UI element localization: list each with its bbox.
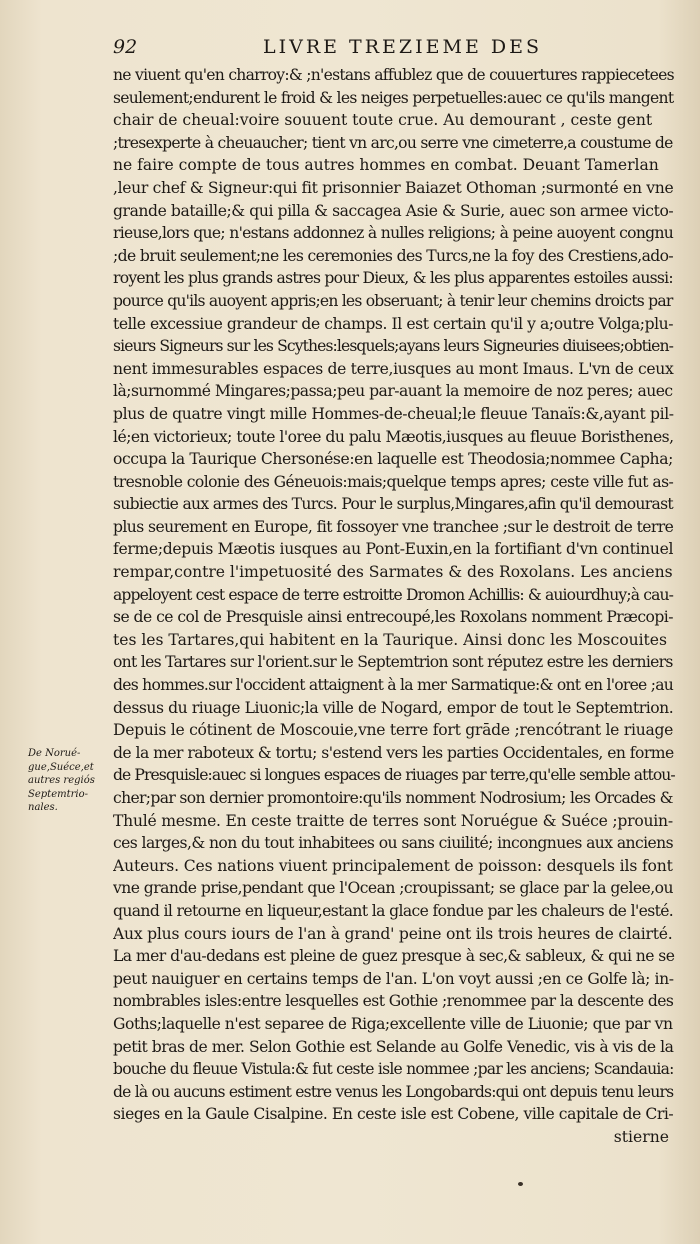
marginal-note-line: De Norué-	[28, 748, 81, 759]
text-line: Aux plus cours iours de l'an à grand' peine ont ils trois heures de clairté.	[113, 924, 673, 943]
text-line: des hommes.sur l'occident attaignent à la mer Sarmatique:& ont en l'oree ;au	[113, 676, 674, 695]
ink-spot	[518, 1182, 523, 1186]
marginal-note	[28, 747, 108, 815]
text-line: royent les plus grands astres pour Dieux, & les plus apparentes estoiles aussi:	[113, 269, 673, 288]
text-line: sieurs Signeurs sur les Scythes:lesquels;ayans leurs Signeuries diuisees;obtien-	[113, 337, 673, 356]
text-line: de la mer raboteux & tortu; s'estend vers les parties Occidentales, en forme	[113, 743, 674, 762]
text-line: vne grande prise,pendant que l'Ocean ;croupissant; se glace par la gelee,ou	[113, 879, 673, 898]
text-line: ferme;depuis Mæotis iusques au Pont-Euxin,en la fortifiant d'vn continuel	[113, 540, 674, 559]
marginal-note-line: Septemtrio-	[28, 788, 88, 800]
text-line: de Presquisle:auec si longues espaces de riuages par terre,qu'elle semble attou-	[113, 766, 675, 785]
text-line: Auteurs. Ces nations viuent principalement de poisson: desquels ils font	[113, 856, 673, 875]
text-line: ne faire compte de tous autres hommes en combat. Deuant Tamerlan	[113, 156, 659, 175]
text-line: rieuse,lors que; n'estans addonnez à nulles religions; à peine auoyent congnu	[113, 224, 674, 243]
page-number: 92	[113, 36, 138, 58]
text-line: se de ce col de Presquisle ainsi entrecoupé,les Roxolans nomment Præcopi-	[113, 608, 673, 627]
text-line: plus de quatre vingt mille Hommes-de-cheual;le fleuue Tanaïs:&,ayant pil-	[113, 404, 674, 423]
text-line: La mer d'au-dedans est pleine de guez presque à sec,& sableux, & qui ne se	[113, 947, 675, 966]
text-line: là;surnommé Mingares;passa;peu par-auant la memoire de noz peres; auec	[113, 382, 673, 401]
text-line: ;de bruit seulement;ne les ceremonies des Turcs,ne la foy des Crestiens,ado-	[113, 246, 673, 265]
text-line: ces larges,& non du tout inhabitees ou sans ciuilité; incongnues aux anciens	[113, 834, 674, 853]
marginal-note-line: autres regiós	[28, 775, 95, 786]
text-line: plus seurement en Europe, fit fossoyer vne tranchee ;sur le destroit de terre	[113, 517, 674, 536]
text-line: occupa la Taurique Chersonése:en laquelle est Theodosia;nommee Capha;	[113, 450, 673, 469]
body-text	[113, 64, 675, 1149]
text-line: rempar,contre l'impetuosité des Sarmates & des Roxolans. Les anciens	[113, 563, 673, 582]
marginal-note-line: nales.	[28, 802, 58, 813]
text-line: grande bataille;& qui pilla & saccagea Asie & Surie, auec son armee victo-	[113, 201, 674, 220]
text-line: appeloyent cest espace de terre estroitte Dromon Achillis: & auiourdhuy;à cau-	[113, 585, 674, 604]
text-line: telle excessiue grandeur de champs. Il est certain qu'il y a;outre Volga;plu-	[113, 314, 674, 333]
text-line: peut nauiguer en certains temps de l'an. L'on voyt aussi ;en ce Golfe là; in-	[113, 969, 674, 988]
marginal-note-line: gue,Suéce,et	[28, 761, 94, 773]
text-line: nent immesurables espaces de terre,iusques au mont Imaus. L'vn de ceux	[113, 359, 674, 378]
text-line: cher;par son dernier promontoire:qu'ils nomment Nodrosium; les Orcades &	[113, 789, 673, 807]
text-line: Depuis le cótinent de Moscouie,vne terre fort grāde ;rencótrant le riuage	[113, 721, 674, 740]
text-line: ,leur chef & Signeur:qui fit prisonnier Baiazet Othoman ;surmonté en vne	[113, 178, 674, 197]
running-head	[113, 36, 673, 62]
text-line: lé;en victorieux; toute l'oree du palu Mæotis,iusques au fleuue Boristhenes,	[113, 427, 674, 446]
text-line: subiectie aux armes des Turcs. Pour le surplus,Mingares,afin qu'il demourast	[113, 495, 673, 514]
text-line: sieges en la Gaule Cisalpine. En ceste isle est Cobene, ville capitale de Cri-	[113, 1105, 674, 1124]
text-line: chair de cheual:voire souuent toute crue. Au demourant , ceste gent	[113, 111, 653, 130]
text-line: ne viuent qu'en charroy:& ;n'estans affublez que de couuertures rappiecetees	[113, 66, 674, 84]
text-line: petit bras de mer. Selon Gothie est Selande au Golfe Venedic, vis à vis de la	[113, 1037, 674, 1056]
text-line: bouche du fleuue Vistula:& fut ceste isle nommee ;par les anciens; Scandauia:	[113, 1060, 674, 1079]
text-line: ;tresexperte à cheuaucher; tient vn arc,ou serre vne cimeterre,a coustume de	[113, 133, 673, 152]
text-line: Goths;laquelle n'est separee de Riga;excellente ville de Liuonie; que par vn	[113, 1014, 673, 1033]
text-line: tes les Tartares,qui habitent en la Taurique. Ainsi donc les Moscouites	[113, 630, 667, 649]
running-title: LIVRE TREZIEME DES	[263, 36, 542, 58]
text-line: nombrables isles:entre lesquelles est Gothie ;renommee par la descente des	[113, 992, 674, 1011]
text-line: stierne	[613, 1127, 669, 1146]
text-line: ont les Tartares sur l'orient.sur le Septemtrion sont réputez estre les derniers	[113, 653, 673, 672]
text-line: Thulé mesme. En ceste traitte de terres sont Noruégue & Suéce ;prouin-	[113, 811, 673, 830]
text-line: seulement;endurent le froid & les neiges perpetuelles:auec ce qu'ils mangent	[113, 88, 674, 107]
text-line: quand il retourne en liqueur,estant la glace fondue par les chaleurs de l'esté.	[113, 901, 674, 920]
text-line: de là ou aucuns estiment estre venus les Longobards:qui ont depuis tenu leurs	[113, 1082, 674, 1101]
text-line: pource qu'ils auoyent appris;en les obseruant; à tenir leur chemins droicts par	[113, 291, 673, 310]
text-line: dessus du riuage Liuonic;la ville de Nogard, empor de tout le Septemtrion.	[113, 698, 674, 717]
text-line: tresnoble colonie des Géneuois:mais;quelque temps apres; ceste ville fut as-	[113, 472, 674, 491]
